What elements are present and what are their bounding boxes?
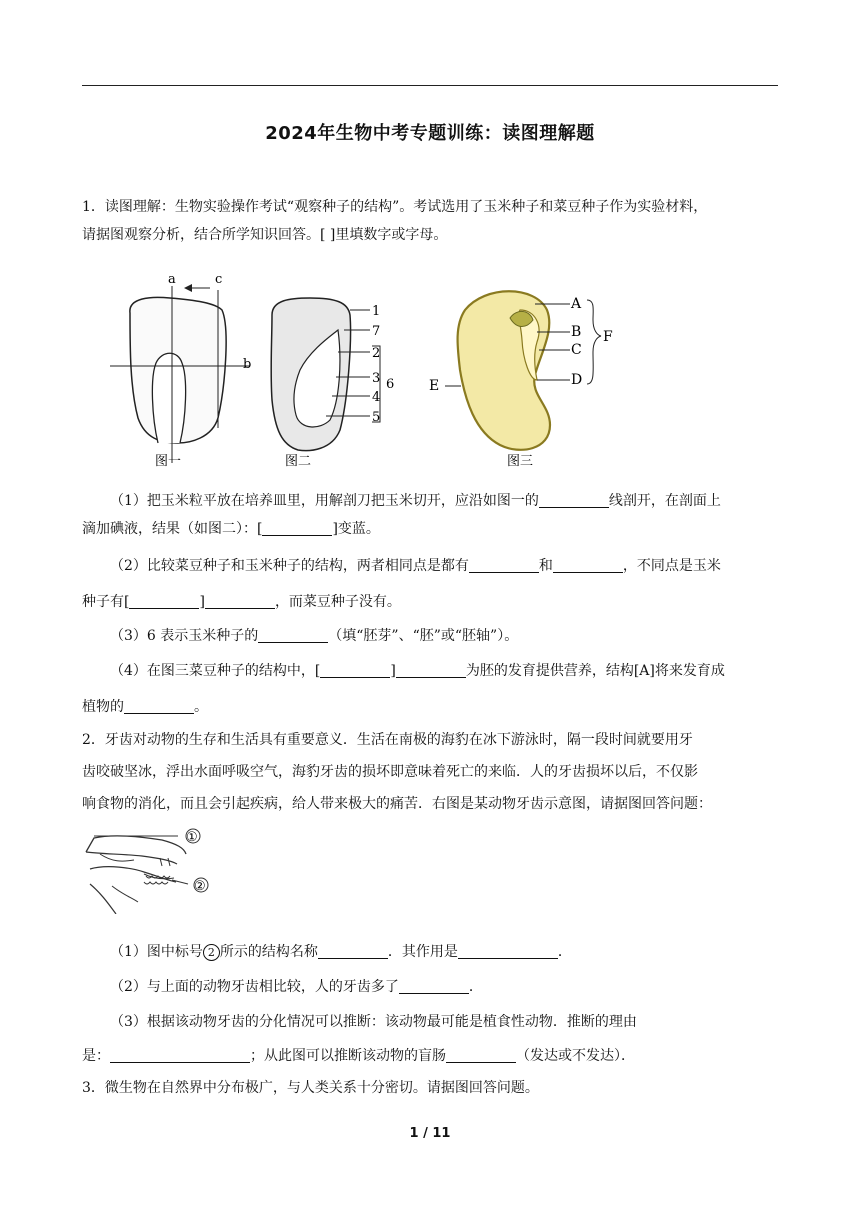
label-E: E [429,378,440,394]
answer-blank[interactable] [458,942,558,959]
q2-sub3 [82,1008,778,1036]
answer-blank[interactable] [469,556,539,573]
corn-embryo-shape [152,353,185,443]
label-3: 3 [372,371,381,386]
label-D: D [571,372,583,388]
q2-sub1 [82,938,778,966]
q1-sub2-cont [82,588,778,616]
answer-blank[interactable] [318,942,388,959]
q2-sub2 [82,973,778,1001]
q1-sub1 [82,487,778,515]
q2-s2-text-a: （2）与上面的动物牙齿相比较，人的牙齿多了 [110,979,399,995]
answer-blank[interactable] [320,661,390,678]
label-2: 2 [372,346,381,361]
q2-intro-line2: 齿咬破坚冰，浮出水面呼吸空气，海豹牙齿的损坏即意味着死亡的来临．人的牙齿损坏以后，不仅影 [82,764,698,780]
answer-blank[interactable] [446,1046,516,1063]
q1-sub3 [82,622,778,650]
q1-s2-text-e: ] [199,594,205,610]
figure-corn-kernel-outer [100,268,270,468]
q2-s1-text-d: ． [557,944,572,960]
answer-blank[interactable] [262,519,332,536]
q2-sub3-cont [82,1042,778,1070]
label-c: c [215,272,223,287]
answer-blank[interactable] [110,1046,250,1063]
q1-intro-line2: 请据图观察分析，结合所学知识回答。[ ]里填数字或字母。 [82,227,448,243]
fig2-caption: 图二 [285,454,312,469]
fig3-caption: 图三 [507,454,534,469]
fig1-caption: 图一 [155,454,182,468]
label-4: 4 [372,390,381,405]
header-rule [82,85,778,86]
label-1: 1 [372,304,381,319]
label-marker-1: ① [186,830,198,845]
q1-s4-text-d: 植物的 [82,699,124,715]
label-b: b [243,357,252,372]
answer-blank[interactable] [205,592,275,609]
page-number: 1 / 11 [409,1126,451,1141]
page-title: 2024年生物中考专题训练：读图理解题 [265,123,595,144]
q1-s1-text-a: （1）把玉米粒平放在培养皿里，用解剖刀把玉米切开，应沿如图一的 [110,493,539,509]
q1-s1-text-c: 滴加碘液，结果（如图二）：[ [82,521,263,537]
q1-intro-line1: 1．读图理解：生物实验操作考试“观察种子的结构”。考试选用了玉米种子和菜豆种子作为实验材料， [82,199,708,215]
label-a: a [168,272,176,287]
answer-blank[interactable] [553,556,623,573]
q1-sub4-cont [82,693,778,721]
q1-s3-text-a: （3）6 表示玉米种子的 [110,628,259,644]
q1-s1-text-b: 线剖开，在剖面上 [608,493,721,509]
label-5: 5 [372,410,381,425]
figure-corn-kernel-section [260,290,400,470]
q2-s3-text-b: 是： [82,1048,110,1064]
answer-blank[interactable] [399,977,469,994]
label-B: B [571,324,582,340]
q1-s2-text-a: （2）比较菜豆种子和玉米种子的结构，两者相同点是都有 [110,558,469,574]
q1-s1-text-d: ]变蓝。 [332,521,380,537]
q1-s4-text-a: （4）在图三菜豆种子的结构中，[ [110,663,321,679]
q1-s3-text-b: （填“胚芽”、“胚”或“胚轴”）。 [328,628,519,644]
q1-s4-text-e: 。 [194,699,208,715]
q1-s2-text-b: 和 [538,558,553,574]
q1-sub1-cont [82,515,778,543]
q1-sub2 [82,552,778,580]
q2-s3-text-a: （3）根据该动物牙齿的分化情况可以推断：该动物最可能是植食性动物．推断的理由 [110,1014,637,1030]
q2-intro-line3: 响食物的消化，而且会引起疾病，给人带来极大的痛苦．右图是某动物牙齿示意图，请据图回答问题： [82,796,712,812]
answer-blank[interactable] [539,491,609,508]
q2-s2-text-b: ． [468,979,483,995]
q2-intro [82,726,778,818]
label-6: 6 [386,377,395,392]
label-7: 7 [372,324,381,339]
q1-s2-text-c: ，不同点是玉米 [622,558,721,574]
label-marker-2: ② [194,879,206,894]
answer-blank[interactable] [129,592,199,609]
figure-animal-teeth [82,824,222,914]
answer-blank[interactable] [396,661,466,678]
q1-sub4 [82,657,778,685]
q2-intro-line1: 2．牙齿对动物的生存和生活具有重要意义．生活在南极的海豹在冰下游泳时，隔一段时间就要用牙 [82,732,693,748]
q1-intro [82,193,778,249]
label-C: C [571,342,582,358]
q2-s1-text-b: 所示的结构名称 [219,944,318,960]
circled-number-2: 2 [203,944,220,961]
label-A: A [571,296,582,312]
bean-seed-shape [458,291,550,450]
q2-s1-text-a: （1）图中标号 [110,944,203,960]
q1-s2-text-f: ，而菜豆种子没有。 [274,594,401,610]
figure-bean-seed [425,280,625,470]
q1-s2-text-d: 种子有[ [82,594,130,610]
answer-blank[interactable] [124,697,194,714]
q3-intro: 3．微生物在自然界中分布极广，与人类关系十分密切。请据图回答问题。 [82,1080,539,1096]
q2-s3-text-d: （发达或不发达）． [516,1048,635,1064]
label-F: F [603,329,613,345]
answer-blank[interactable] [258,626,328,643]
q2-s3-text-c: ；从此图可以推断该动物的盲肠 [250,1048,446,1064]
q2-s1-text-c: ．其作用是 [387,944,458,960]
q1-s4-text-c: 为胚的发育提供营养，结构[A]将来发育成 [465,663,725,679]
q1-s4-text-b: ] [390,663,396,679]
